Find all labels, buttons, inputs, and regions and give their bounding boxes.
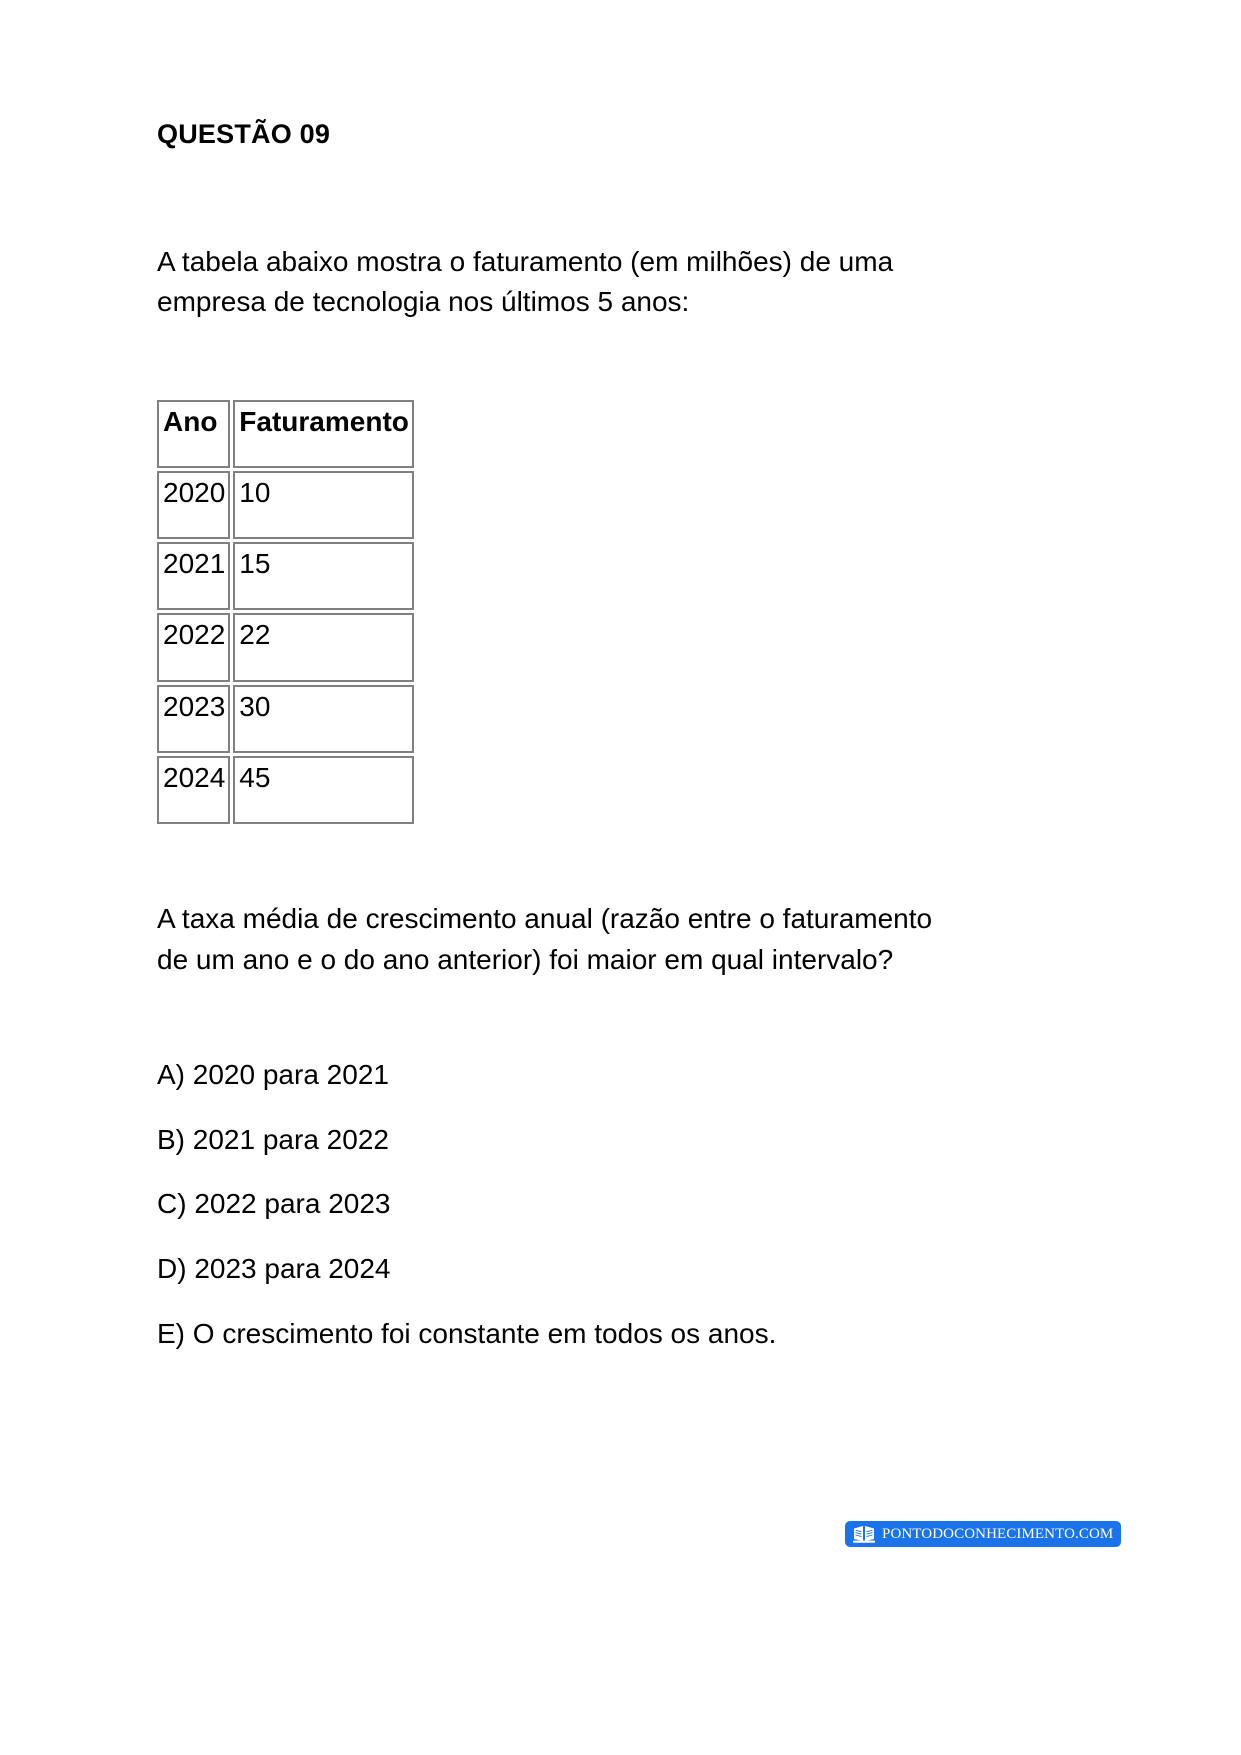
cell-faturamento: 10 — [233, 471, 414, 539]
answer-options-list — [157, 1058, 1097, 1350]
table-row — [157, 685, 414, 753]
page-title: QUESTÃO 09 — [157, 119, 331, 149]
table-row — [157, 613, 414, 681]
watermark-badge — [845, 1521, 1121, 1547]
answer-option-a[interactable]: A) 2020 para 2021 — [157, 1059, 389, 1091]
table-row — [157, 542, 414, 610]
cell-faturamento: 45 — [233, 756, 414, 824]
book-icon — [851, 1523, 877, 1545]
cell-faturamento: 15 — [233, 542, 414, 610]
intro-paragraph: A tabela abaixo mostra o faturamento (em milhões) de uma empresa de tecnologia nos últimos 5 anos: — [157, 246, 894, 318]
table-header-row — [157, 400, 414, 468]
cell-ano: 2022 — [157, 613, 230, 681]
watermark-text: PONTODOCONHECIMENTO.COM — [882, 1525, 1114, 1542]
answer-option-c[interactable]: C) 2022 para 2023 — [157, 1188, 391, 1220]
revenue-table — [154, 397, 417, 827]
cell-ano: 2023 — [157, 685, 230, 753]
answer-option-e[interactable]: E) O crescimento foi constante em todos os anos. — [157, 1317, 777, 1349]
table-row — [157, 756, 414, 824]
cell-faturamento: 22 — [233, 613, 414, 681]
table-header-ano: Ano — [157, 400, 230, 468]
cell-ano: 2020 — [157, 471, 230, 539]
answer-option-d[interactable]: D) 2023 para 2024 — [157, 1252, 391, 1284]
answer-option-b[interactable]: B) 2021 para 2022 — [157, 1123, 389, 1155]
document-content — [157, 118, 1097, 1381]
table-header-faturamento: Faturamento — [233, 400, 414, 468]
cell-ano: 2024 — [157, 756, 230, 824]
table-row — [157, 471, 414, 539]
cell-ano: 2021 — [157, 542, 230, 610]
question-prompt: A taxa média de crescimento anual (razão entre o faturamento de um ano e o do ano anterior) foi maior em qual intervalo? — [157, 903, 933, 975]
cell-faturamento: 30 — [233, 685, 414, 753]
